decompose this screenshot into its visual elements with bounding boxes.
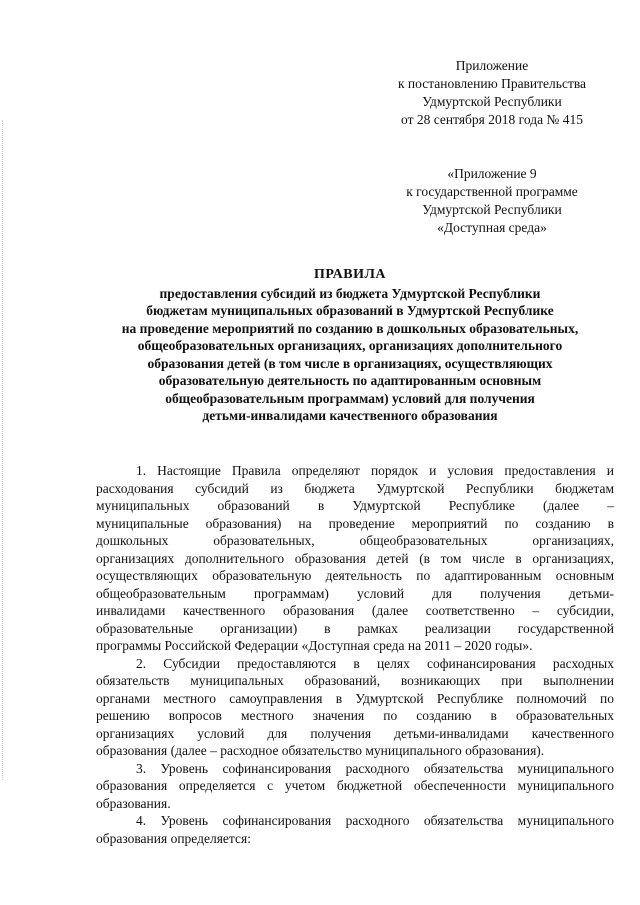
- paragraph-line: образования определяется с учетом бюджетной обеспеченности муниципального: [96, 778, 614, 793]
- paragraph-line: 1. Настоящие Правила определяют порядок и условия предоставления и: [136, 463, 614, 478]
- paragraph-1: [96, 462, 614, 655]
- paragraph-line: расходования субсидий из бюджета Удмуртской Республики бюджетам: [96, 480, 614, 496]
- document-title-block: [60, 266, 640, 425]
- paragraph-line: образовательные организации) в рамках реализации государственной: [96, 620, 614, 636]
- subtitle-line: общеобразовательным программам) условий для получения: [165, 390, 535, 406]
- appendix-line: «Доступная среда»: [437, 220, 547, 235]
- paragraph-line: решению вопросов местного значения по созданию в образовательных: [96, 708, 614, 723]
- paragraph-line: 2. Субсидии предоставляются в целях софинансирования расходных: [136, 655, 614, 671]
- subtitle-line: общеобразовательных организациях, организациях дополнительного: [137, 338, 563, 353]
- paragraph-line: организациях условий для получения детьми-инвалидами качественного: [96, 725, 614, 741]
- appendix-line: Удмуртской Республики: [422, 202, 562, 217]
- paragraph-line: муниципальные образования) на проведение мероприятий по созданию в: [96, 515, 614, 531]
- subtitle-line: образования детей (в том числе в организациях, осуществляющих: [147, 355, 553, 371]
- paragraph-line: организациях дополнительного образования детей (в том числе в организациях,: [96, 550, 614, 566]
- subtitle-line: предоставления субсидий из бюджета Удмуртской Республики: [159, 285, 541, 301]
- document-subtitle: [60, 285, 640, 425]
- paragraph-line: программы Российской Федерации «Доступная среда на 2011 – 2020 годы».: [96, 638, 533, 653]
- paragraph-4: [96, 812, 614, 847]
- document-title: ПРАВИЛА: [313, 267, 387, 282]
- appendix-resolution-block: [372, 57, 612, 129]
- paragraph-line: инвалидами качественного образования (далее соответственно – субсидии,: [96, 603, 614, 618]
- appendix-line: к постановлению Правительства: [397, 76, 587, 91]
- paragraph-line: общеобразовательным программам) условий для получения детьми-: [96, 585, 614, 601]
- appendix-line: к государственной программе: [406, 184, 578, 199]
- scan-edge-line: [2, 120, 4, 780]
- paragraph-line: образования определяется:: [96, 830, 251, 846]
- appendix-line: от 28 сентября 2018 года № 415: [401, 112, 583, 127]
- paragraph-line: 3. Уровень софинансирования расходного обязательства муниципального: [136, 760, 614, 776]
- subtitle-line: на проведение мероприятий по созданию в дошкольных образовательных,: [121, 320, 579, 336]
- paragraph-2: [96, 655, 614, 760]
- appendix-line: «Приложение 9: [447, 166, 537, 181]
- appendix-line: Удмуртской Республики: [422, 94, 562, 109]
- paragraph-line: обязательств муниципальных образований, возникающих при выполнении: [96, 673, 614, 688]
- appendix-line: Приложение: [455, 58, 529, 73]
- paragraph-3: [96, 760, 614, 813]
- paragraph-line: муниципальных образований в Удмуртской Республике (далее –: [96, 498, 614, 513]
- paragraph-line: органами местного самоуправления в Удмуртской Республике полномочий по: [96, 690, 614, 706]
- paragraph-line: осуществляющих образовательную деятельность по адаптированным основным: [96, 568, 614, 583]
- appendix-program-block: [372, 165, 612, 237]
- paragraph-line: 4. Уровень софинансирования расходного обязательства муниципального: [136, 813, 614, 828]
- paragraph-line: образования.: [96, 795, 171, 811]
- paragraph-line: дошкольных образовательных, общеобразовательных организациях,: [96, 533, 614, 548]
- paragraph-line: образования (далее – расходное обязательство муниципального образования).: [96, 743, 545, 758]
- document-body: [96, 462, 614, 847]
- subtitle-line: бюджетам муниципальных образований в Удмуртской Республике: [146, 303, 554, 318]
- subtitle-line: образовательную деятельность по адаптированным основным: [158, 373, 542, 388]
- subtitle-line: детьми-инвалидами качественного образования: [202, 408, 498, 423]
